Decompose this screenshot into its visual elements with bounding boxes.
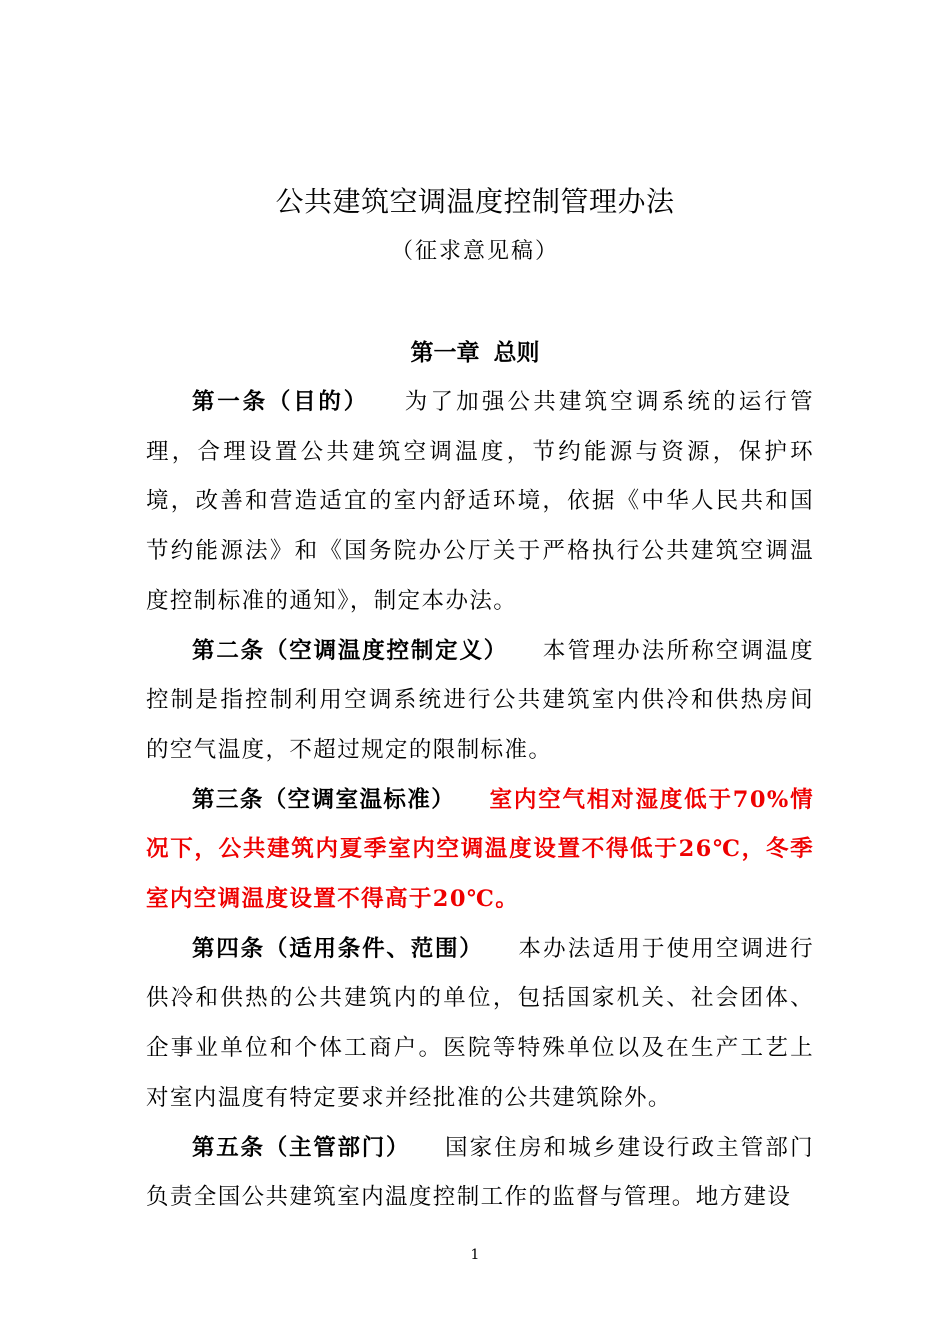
article-heading: 第五条（主管部门） — [192, 1134, 411, 1161]
article-3 — [146, 776, 814, 925]
article-text: 本管理办法所称空调温度控制是指控制利用空调系统进行公共建筑室内供冷和供热房间的空气温度，不超过规定的限制标准。 — [146, 637, 814, 763]
article-heading: 第一条（目的） — [192, 389, 370, 415]
chapter-heading: 第一章 总则 — [410, 340, 540, 366]
page-number: 1 — [470, 1247, 480, 1263]
article-text: 为了加强公共建筑空调系统的运行管理，合理设置公共建筑空调温度，节约能源与资源，保护环境，改善和营造适宜的室内舒适环境，依据《中华人民共和国节约能源法》和《国务院办公厅关于严格执行公共建筑空调温度控制标准的通知》，制定本办法。 — [146, 389, 814, 614]
article-text-emphasized: 室内空气相对湿度低于70%情况下，公共建筑内夏季室内空调温度设置不得低于26℃，冬季室内空调温度设置不得高于20℃。 — [146, 786, 814, 913]
document-subtitle: （征求意见稿） — [390, 239, 559, 264]
article-heading: 第三条（空调室温标准） — [192, 786, 456, 813]
article-text: 本办法适用于使用空调进行供冷和供热的公共建筑内的单位，包括国家机关、社会团体、企事业单位和个体工商户。医院等特殊单位以及在生产工艺上对室内温度有特定要求并经批准的公共建筑除外。 — [146, 935, 814, 1111]
document-title: 公共建筑空调温度控制管理办法 — [275, 185, 675, 218]
article-heading: 第二条（空调温度控制定义） — [192, 637, 509, 664]
article-text: 国家住房和城乡建设行政主管部门负责全国公共建筑室内温度控制工作的监督与管理。地方建设 — [146, 1134, 814, 1211]
article-2 — [146, 627, 814, 776]
article-5 — [146, 1124, 814, 1223]
article-heading: 第四条（适用条件、范围） — [192, 935, 484, 962]
article-1 — [146, 378, 814, 627]
document-body — [146, 378, 814, 1223]
article-4 — [146, 925, 814, 1124]
